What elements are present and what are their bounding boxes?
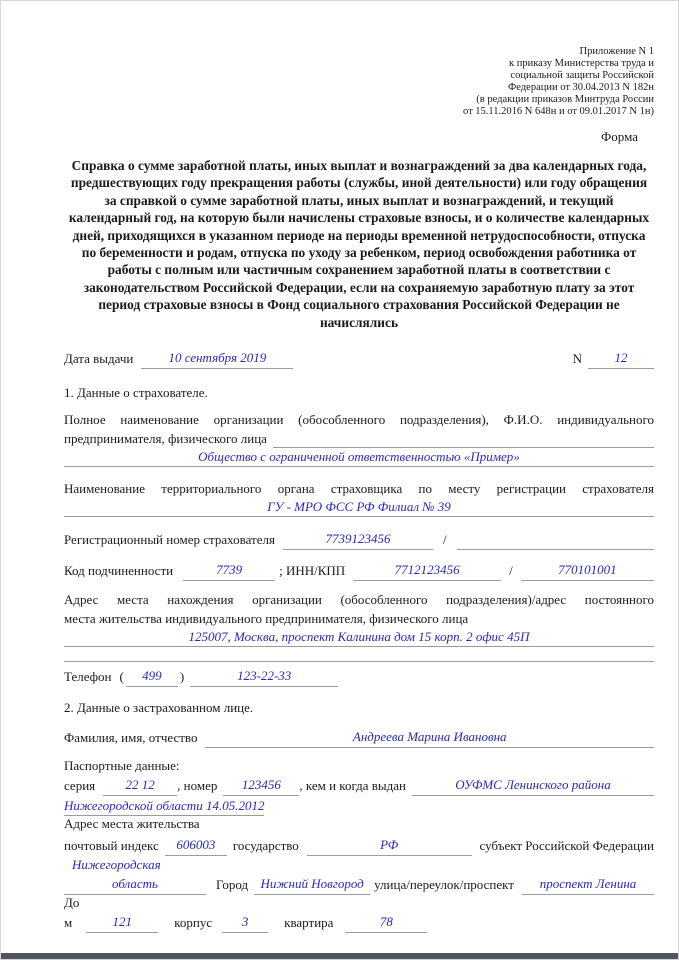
passport-number-label: , номер: [177, 778, 218, 794]
subordination-code-value: 7739: [183, 559, 275, 581]
region-value-line1: Нижегородская: [72, 857, 161, 873]
postal-index-value: 606003: [165, 834, 227, 856]
org-name-label-row: [64, 429, 654, 448]
issue-date-value: 10 сентября 2019: [141, 347, 293, 369]
insurer-body-value: ГУ - МРО ФСС РФ Филиал № 39: [64, 498, 654, 517]
house-label-line1: До: [64, 895, 80, 911]
org-name-label-line2: предпринимателя, физического лица: [64, 431, 267, 447]
org-name-value: Общество с ограниченной ответственностью «Пример»: [64, 448, 654, 467]
subordination-row: [64, 559, 654, 581]
issue-date-label: Дата выдачи: [64, 351, 134, 367]
registration-number-slash: /: [442, 532, 447, 548]
org-name-label-line1: Полное наименование организации (обособленного подразделения), Ф.И.О. индивидуального: [64, 412, 654, 428]
appendix-line: (в редакции приказов Минтруда России: [476, 94, 654, 105]
org-address-label-line2: места жительства индивидуального предпринимателя, физического лица: [64, 611, 469, 627]
city-street-row: [64, 873, 654, 895]
country-label: государство: [232, 838, 299, 854]
inn-kpp-label: ; ИНН/КПП: [279, 563, 346, 579]
passport-issued-value-line2: Нижегородской области 14.05.2012: [64, 796, 264, 816]
phone-paren-close: ): [179, 669, 185, 685]
residence-address-label: Адрес места жительства: [64, 816, 200, 832]
certificate-number-label: N: [572, 351, 582, 367]
registration-number-row: [64, 528, 654, 550]
page-bottom-edge: [1, 953, 678, 959]
section2-heading: 2. Данные о застрахованном лице.: [64, 700, 254, 716]
postal-index-label: почтовый индекс: [64, 838, 159, 854]
full-name-value: Андреева Марина Ивановна: [205, 726, 654, 748]
form-label: Форма: [601, 129, 638, 144]
house-value: 121: [86, 911, 158, 933]
region-value-line1-wrap: [64, 856, 654, 873]
phone-label: Телефон: [64, 669, 112, 685]
postal-row: [64, 834, 654, 856]
city-label: Город: [216, 877, 249, 893]
building-value: 3: [222, 911, 268, 933]
registration-number-extra-blank: [457, 549, 654, 550]
appendix-line: Федерации от 30.04.2013 N 182н: [508, 82, 654, 93]
registration-number-value: 7739123456: [283, 528, 433, 550]
section1-heading: 1. Данные о страхователе.: [64, 385, 208, 401]
passport-series-label: серия: [64, 778, 96, 794]
full-name-row: [64, 726, 654, 748]
city-value: Нижний Новгород: [254, 873, 370, 895]
passport-issued-value-line1: ОУФМС Ленинского района: [412, 774, 654, 796]
passport-number-value: 123456: [223, 774, 299, 796]
passport-series-value: 22 12: [103, 774, 177, 796]
region-value-line2: область: [64, 873, 206, 895]
house-label-line2: м: [64, 915, 73, 931]
passport-issued-label: , кем и когда выдан: [299, 778, 406, 794]
appendix-line: социальной защиты Российской: [510, 70, 654, 81]
building-label: корпус: [174, 915, 213, 931]
org-address-label-line1: Адрес места нахождения организации (обособленного подразделения)/адрес постоянного: [64, 592, 654, 608]
passport-row: [64, 774, 654, 796]
document-title: Справка о сумме заработной платы, иных выплат и вознаграждений за два календарных года, предшествующих году прекращения работы (службы, иной деятельности) или году обращения за справкой о сумме заработной платы, иных выплат и вознаграждений, и текущий календарный год, на которую были начислены страховые взносы, и о количестве календарных дней, приходящихся в указанном периоде на периоды временной нетрудоспособности, отпуска по беременности и родам, отпуска по уходу за ребенком, период освобождения работника от работы с полным или частичным сохранением заработной платы в соответствии с законодательством Российской Федерации, если на сохраняемую заработную плату за этот период страховые взносы в Фонд социального страхования Российской Федерации не начислялись: [68, 158, 650, 330]
phone-paren-open: (: [119, 669, 124, 685]
org-address-value: 125007, Москва, проспект Калинина дом 15 корп. 2 офис 45П: [64, 628, 654, 647]
page-content: [64, 1, 654, 933]
phone-row: [64, 665, 654, 687]
passport-data-label: Паспортные данные:: [64, 758, 180, 774]
certificate-number-value: 12: [588, 347, 654, 369]
apartment-value: 78: [345, 911, 427, 933]
house-row: [64, 911, 654, 933]
org-address-blank-line: [64, 647, 654, 662]
phone-number-value: 123-22-33: [190, 665, 338, 687]
subordination-code-label: Код подчиненности: [64, 563, 174, 579]
issue-date-row: [64, 347, 654, 369]
region-label: субъект Российской Федерации: [479, 838, 654, 854]
appendix-header: [64, 46, 654, 118]
phone-code-value: 499: [126, 665, 178, 687]
apartment-label: квартира: [284, 915, 334, 931]
inn-kpp-slash: /: [509, 563, 513, 579]
full-name-label: Фамилия, имя, отчество: [64, 730, 198, 746]
street-label: улица/переулок/проспект: [374, 877, 514, 893]
appendix-line: от 15.11.2016 N 648н и от 09.01.2017 N 1н): [462, 106, 654, 117]
registration-number-label: Регистрационный номер страхователя: [64, 532, 275, 548]
insurer-body-label: Наименование территориального органа страховщика по месту регистрации страхователя: [64, 481, 654, 497]
passport-issued-line2-wrap: [64, 796, 654, 816]
inn-value: 7712123456: [353, 559, 501, 581]
appendix-line: Приложение N 1: [579, 46, 654, 57]
country-value: РФ: [307, 834, 472, 856]
kpp-value: 770101001: [521, 559, 654, 581]
appendix-line: к приказу Министерства труда и: [509, 58, 654, 69]
street-value: проспект Ленина: [522, 873, 654, 895]
